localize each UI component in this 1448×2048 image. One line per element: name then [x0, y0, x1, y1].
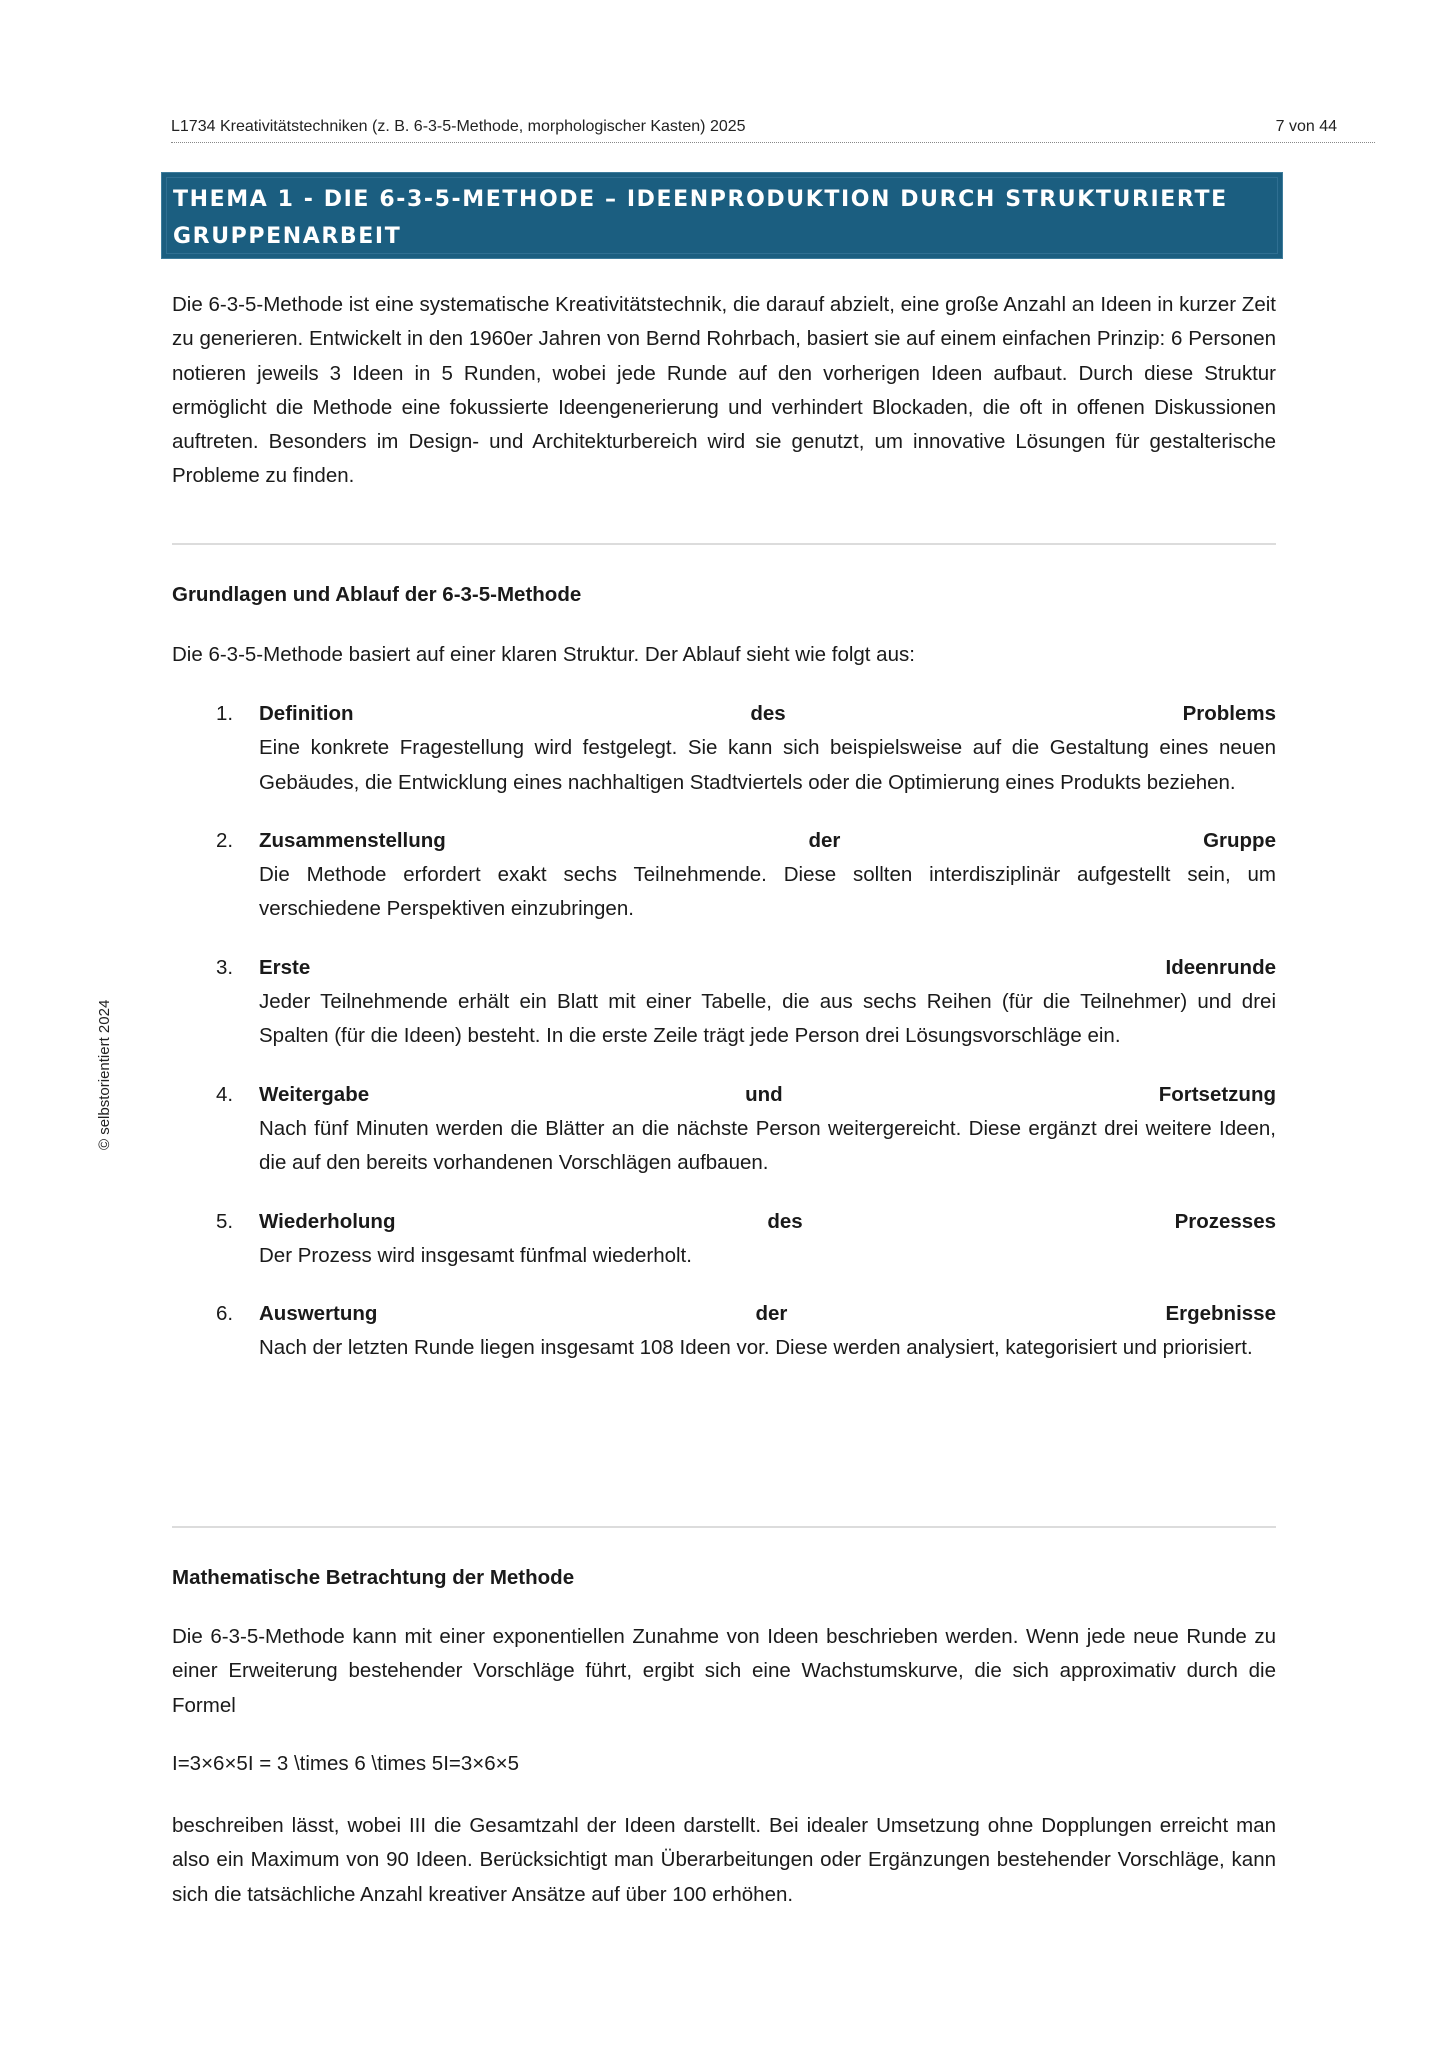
- step-title-word: und: [745, 1082, 783, 1106]
- math-paragraph-1: Die 6-3-5-Methode kann mit einer exponentiellen Zunahme von Ideen beschrieben werden. Wenn jede neue Runde zu einer Erweiterung bestehender Vorschläge führt, ergibt sich eine Wachstumskurve, die sich approximativ durch die Formel: [172, 1625, 1276, 1717]
- process-step: [172, 1205, 1276, 1274]
- math-paragraph-2: beschreiben lässt, wobei III die Gesamtzahl der Ideen darstellt. Bei idealer Umsetzung ohne Dopplungen erreicht man also ein Maximum von 90 Ideen. Berücksichtigt man Überarbeitungen oder Ergänzungen bestehender Vorschläge, kann sich die tatsächliche Anzahl kreativer Ansätze auf über 100 erhöhen.: [172, 1814, 1276, 1906]
- section-divider: [172, 1526, 1276, 1528]
- step-title-word: Auswertung: [259, 1302, 378, 1326]
- section-heading-mathematik: Mathematische Betrachtung der Methode: [172, 1566, 575, 1589]
- process-steps-list: [172, 697, 1276, 1366]
- intro-section: [172, 288, 1276, 494]
- step-number: 1.: [216, 702, 234, 725]
- grundlagen-lead: [172, 638, 1276, 672]
- step-title: [259, 1078, 1276, 1112]
- step-description: Nach der letzten Runde liegen insgesamt 108 Ideen vor. Diese werden analysiert, kategorisiert und priorisiert.: [259, 1336, 1253, 1360]
- step-title-word: der: [755, 1302, 788, 1326]
- topic-banner: [161, 172, 1283, 259]
- step-title-word: Wiederholung: [259, 1209, 396, 1233]
- step-description: Eine konkrete Fragestellung wird festgelegt. Sie kann sich beispielsweise auf die Gestaltung eines neuen Gebäudes, die Entwicklung eines nachhaltigen Stadtviertels oder die Optimierung eines Produkts beziehen.: [259, 736, 1276, 794]
- step-number: 5.: [216, 1209, 234, 1233]
- process-step: [172, 1078, 1276, 1181]
- step-title-word: Problems: [1182, 702, 1276, 725]
- process-step: [172, 697, 1276, 800]
- process-step: [172, 951, 1276, 1054]
- step-title-word: Zusammenstellung: [259, 828, 446, 852]
- lead-paragraph: Die 6-3-5-Methode basiert auf einer klaren Struktur. Der Ablauf sieht wie folgt aus:: [172, 643, 915, 666]
- step-title: [259, 951, 1276, 985]
- step-number: 3.: [216, 955, 234, 979]
- intro-paragraph: Die 6-3-5-Methode ist eine systematische Kreativitätstechnik, die darauf abzielt, eine große Anzahl an Ideen in kurzer Zeit zu generieren. Entwickelt in den 1960er Jahren von Bernd Rohrbach, basiert sie auf einem einfachen Prinzip: 6 Personen notieren jeweils 3 Ideen in 5 Runden, wobei jede Runde auf den vorherigen Ideen aufbaut. Durch diese Struktur ermöglicht die Methode eine fokussierte Ideengenerierung und verhindert Blockaden, die oft in offenen Diskussionen auftreten. Besonders im Design- und Architekturbereich wird sie genutzt, um innovative Lösungen für gestalterische Probleme zu finden.: [172, 293, 1276, 488]
- step-title: [259, 697, 1276, 731]
- step-title-word: Fortsetzung: [1158, 1082, 1276, 1106]
- section-heading-grundlagen: Grundlagen und Ablauf der 6-3-5-Methode: [172, 583, 582, 606]
- formula: I=3×6×5I = 3 \times 6 \times 5I=3×6×5: [172, 1752, 520, 1775]
- math-conclusion: [172, 1809, 1276, 1912]
- step-title-word: des: [750, 702, 786, 725]
- step-title-word: der: [808, 828, 841, 852]
- step-number: 4.: [216, 1082, 234, 1106]
- step-description: Nach fünf Minuten werden die Blätter an die nächste Person weitergereicht. Diese ergänzt drei weitere Ideen, die auf den bereits vorhandenen Vorschlägen aufbauen.: [259, 1116, 1276, 1175]
- step-description: Die Methode erfordert exakt sechs Teilnehmende. Diese sollten interdisziplinär aufgestellt sein, um verschiedene Perspektiven einzubringen.: [259, 863, 1276, 921]
- step-title-word: Ideenrunde: [1165, 955, 1276, 979]
- math-section: [172, 1620, 1276, 1723]
- page-number: 7 von 44: [1275, 118, 1337, 135]
- step-title-word: Definition: [259, 702, 354, 725]
- page-header: [171, 114, 1375, 143]
- step-title-word: Prozesses: [1174, 1209, 1276, 1233]
- document-title: L1734 Kreativitätstechniken (z. B. 6-3-5-Methode, morphologischer Kasten) 2025: [171, 118, 746, 135]
- topic-title: THEMA 1 - DIE 6-3-5-METHODE – IDEENPRODUKTION DURCH STRUKTURIERTE GRUPPENARBEIT: [173, 187, 1228, 249]
- step-description: Der Prozess wird insgesamt fünfmal wiederholt.: [259, 1243, 692, 1267]
- process-step: [172, 1297, 1276, 1366]
- step-title-word: Erste: [259, 955, 311, 979]
- step-number: 2.: [216, 828, 234, 852]
- step-title: [259, 1205, 1276, 1239]
- step-title-word: Gruppe: [1203, 828, 1276, 852]
- step-number: 6.: [216, 1302, 234, 1326]
- step-title-word: des: [767, 1209, 803, 1233]
- step-title-word: Ergebnisse: [1165, 1302, 1276, 1326]
- copyright-notice: © selbstorientiert 2024: [96, 999, 113, 1150]
- step-title: [259, 824, 1276, 858]
- step-description: Jeder Teilnehmende erhält ein Blatt mit einer Tabelle, die aus sechs Reihen (für die Teilnehmer) und drei Spalten (für die Ideen) besteht. In die erste Zeile trägt jede Person drei Lösungsvorschläge ein.: [259, 990, 1276, 1048]
- process-step: [172, 824, 1276, 927]
- step-title: [259, 1297, 1276, 1331]
- section-divider: [172, 543, 1276, 545]
- step-title-word: Weitergabe: [259, 1082, 370, 1106]
